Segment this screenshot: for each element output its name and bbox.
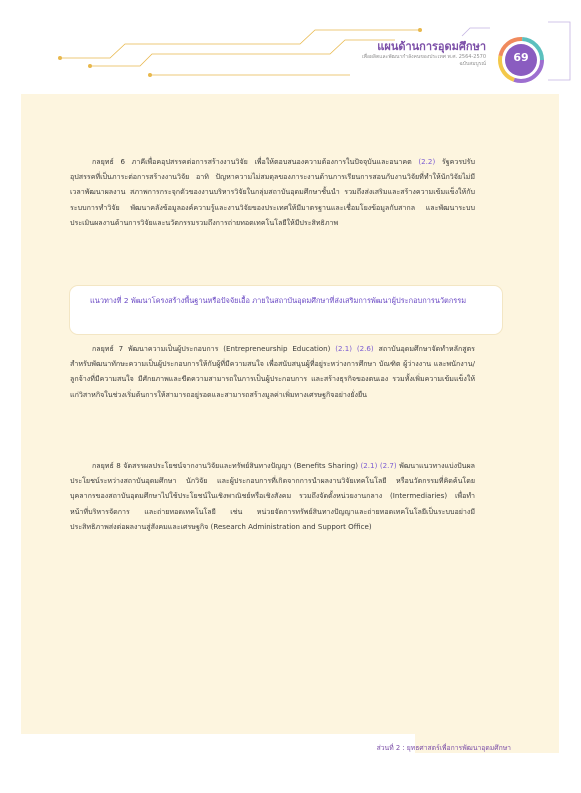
header-circuit-lines: [0, 0, 581, 90]
approach-callout-box: [69, 285, 503, 335]
strategy-8-lead: กลยุทธ์ 8 จัดสรรผลประโยชน์จากงานวิจัยและทรัพย์สินทางปัญญา (Benefits Sharing): [92, 461, 359, 470]
strategy-7-text: สถาบันอุดมศึกษาจัดทำหลักสูตรสำหรับพัฒนาทักษะความเป็นผู้ประกอบการให้กับผู้ที่มีความสนใจ เพื่อสนับสนุนผู้ที่อยู่ระหว่างการศึกษา บัณฑิต ผู้ว่างงาน และพนักงาน/ลูกจ้างที่มีความสนใจ มีศักยภาพและขีดความสามารถในการเป็นผู้ประกอบการ และสร้างธุรกิจของตนเอง รวมทั้งเพิ่มความเข้มแข็งให้แก่วิสาหกิจในช่วงเริ่มต้นการให้สามารถอยู่รอดและสามารถสร้างมูลค่าเพิ่มทางเศรษฐกิจอย่างยั่งยืน: [70, 344, 475, 399]
header-title: แผนด้านการอุดมศึกษา: [377, 40, 486, 53]
strategy-7-ref: (2.1) (2.6): [335, 344, 374, 353]
header-subtitle-2: ฉบับสมบูรณ์: [459, 61, 486, 67]
page-number: 69: [513, 51, 529, 64]
strategy-6-paragraph: [70, 154, 475, 230]
approach-2-title: แนวทางที่ 2 พัฒนาโครงสร้างพื้นฐานหรือปัจจัยเอื้อ ภายในสถาบันอุดมศึกษาที่ส่งเสริมการพัฒนาผู้ประกอบการนวัตกรรม: [90, 296, 467, 305]
strategy-7-paragraph: [70, 341, 475, 402]
strategy-7-lead: กลยุทธ์ 7 พัฒนาความเป็นผู้ประกอบการ (Entrepreneurship Education): [92, 344, 331, 353]
strategy-6-ref: (2.2): [418, 157, 436, 166]
strategy-6-text: รัฐควรปรับอุปสรรคที่เป็นภาระต่อการสร้างงานวิจัย อาทิ ปัญหาความไม่สมดุลของภาระงานด้านการเรียนการสอนกับงานวิจัยที่ทำให้นักวิจัยไม่มีเวลาพัฒนาผลงาน สภาพการกระจุกตัวของงานบริหารวิจัยในกลุ่มสถาบันอุดมศึกษาชั้นนำ รวมถึงส่งเสริมและสร้างความเข้มแข็งให้กับระบบการทำวิจัย พัฒนาคลังข้อมูลองค์ความรู้และงานวิจัยของประเทศให้มีมาตรฐานและเชื่อมโยงข้อมูลกับสากล และพัฒนาระบบประเมินผลงานด้านการวิจัยและนวัตกรรมรวมถึงการถ่ายทอดเทคโนโลยีให้มีประสิทธิภาพ: [70, 157, 475, 227]
strategy-8-ref: (2.1) (2.7): [360, 461, 397, 470]
header-subtitle-1: เพื่อผลิตและพัฒนากำลังคนของประเทศ พ.ศ. 2564-2570: [361, 54, 486, 60]
strategy-8-text: พัฒนาแนวทางแบ่งปันผลประโยชน์ระหว่างสถาบันอุดมศึกษา นักวิจัย และผู้ประกอบการที่เกิดจากการนำผลงานวิจัยเทคโนโลยี หรือนวัตกรรมที่คิดค้นโดยบุคลากรของสถาบันอุดมศึกษาไปใช้ประโยชน์ในเชิงพาณิชย์หรือเชิงสังคม รวมถึงจัดตั้งหน่วยงานกลาง (Intermediaries) เพื่อทำหน้าที่บริหารจัดการ และถ่ายทอดเทคโนโลยี เช่น หน่วยจัดการทรัพย์สินทางปัญญาและถ่ายทอดเทคโนโลยีเป็นระบบอย่างมีประสิทธิภาพส่งต่อผลงานสู่สังคมและเศรษฐกิจ (Research Administration and Support Office): [70, 461, 475, 531]
footer-section-title: ส่วนที่ 2 : ยุทธศาสตร์เพื่อการพัฒนาอุดมศึกษา: [376, 744, 511, 752]
header-text: [362, 40, 486, 68]
strategy-6-lead: กลยุทธ์ 6 ภาคีเพื่อคอุปสรรคต่อการสร้างงานวิจัย เพื่อให้ตอบสนองความต้องการในปัจจุบันและอนาคต: [92, 157, 412, 166]
strategy-8-paragraph: [70, 458, 475, 534]
